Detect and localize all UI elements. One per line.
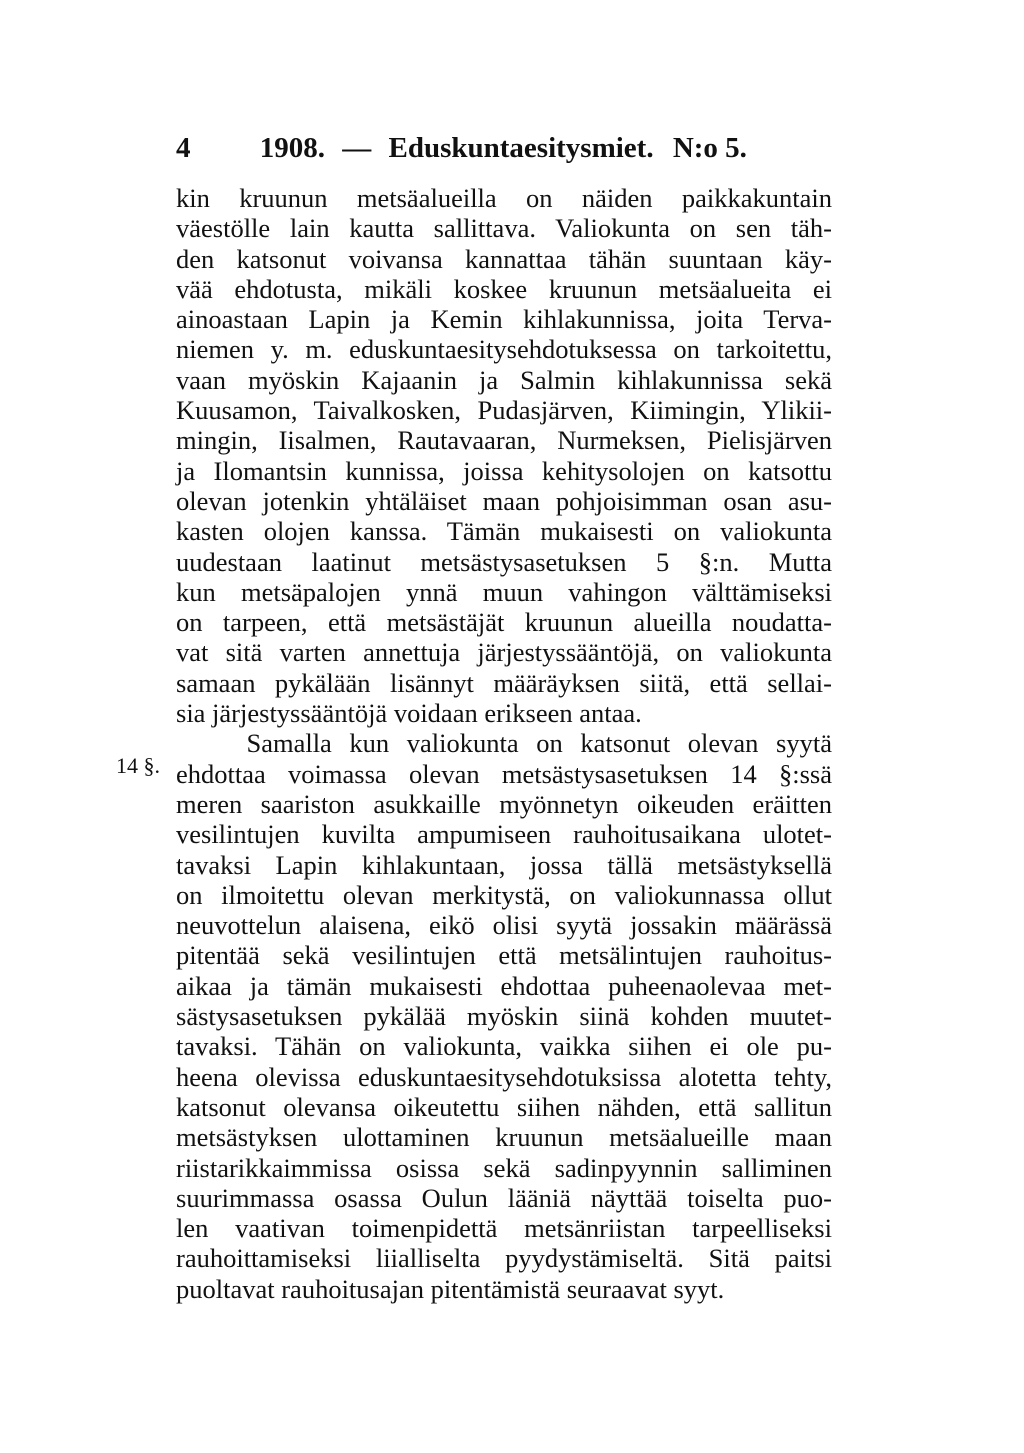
- text-line: vesilintujen kuvilta ampumiseen rauhoitusaikana ulotet-: [176, 819, 832, 850]
- text-line: riistarikkaimmissa osissa sekä sadinpyynnin salliminen: [176, 1152, 832, 1183]
- text-line: on ilmoitettu olevan merkitystä, on valiokunnassa ollut: [176, 879, 832, 910]
- text-line: uudestaan laatinut metsästysasetuksen 5 §:n. Mutta: [176, 546, 832, 577]
- text-line: olevan jotenkin yhtäläiset maan pohjoisimman osan asu-: [176, 485, 832, 516]
- text-line: on tarpeen, että metsästäjät kruunun alueilla noudatta-: [176, 607, 832, 638]
- text-line: den katsonut voivansa kannattaa tähän suuntaan käy-: [176, 243, 832, 274]
- text-line: niemen y. m. eduskuntaesitysehdotuksessa on tarkoitettu,: [176, 334, 832, 365]
- text-line: mingin, Iisalmen, Rautavaaran, Nurmeksen, Pielisjärven: [176, 425, 832, 456]
- text-line: kin kruunun metsäalueilla on näiden paikkakuntain: [176, 183, 832, 213]
- text-line: samaan pykälään lisännyt määräyksen siitä, että sellai-: [176, 667, 832, 698]
- text-line: suurimmassa osassa Oulun lääniä näyttää toiselta puo-: [176, 1182, 832, 1213]
- text-line: katsonut olevansa oikeutettu siihen nähden, että sallitun: [176, 1091, 832, 1122]
- text-line: väestölle lain kautta sallittava. Valiokunta on sen täh-: [176, 213, 832, 244]
- text-line: puoltavat rauhoitusajan pitentämistä seuraavat syyt.: [176, 1273, 725, 1304]
- header-dash: —: [342, 132, 372, 164]
- text-line: aikaa ja tämän mukaisesti ehdottaa puheenaolevaa met-: [176, 970, 832, 1001]
- page-header: [176, 124, 856, 172]
- text-line: sia järjestyssääntöjä voidaan erikseen antaa.: [176, 698, 642, 729]
- text-line: Kuusamon, Taivalkosken, Pudasjärven, Kiimingin, Ylikii-: [176, 395, 832, 426]
- header-issue-number: N:o 5.: [672, 132, 747, 164]
- text-line: Samalla kun valiokunta on katsonut olevan syytä: [176, 728, 832, 759]
- body-text: [176, 183, 832, 1304]
- text-line: kasten olojen kanssa. Tämän mukaisesti on valiokunta: [176, 516, 832, 547]
- text-line: vat sitä varten annettuja järjestyssääntöjä, on valiokunta: [176, 637, 832, 668]
- text-line: meren saariston asukkaille myönnetyn oikeuden eräitten: [176, 788, 832, 819]
- header-title: Eduskuntaesitysmiet.: [388, 132, 654, 164]
- text-line: heena olevissa eduskuntaesitysehdotuksissa alotetta tehty,: [176, 1061, 832, 1092]
- section-margin-note: 14 §.: [116, 753, 160, 778]
- text-line: len vaativan toimenpidettä metsänriistan tarpeelliseksi: [176, 1213, 832, 1244]
- text-line: vää ehdotusta, mikäli koskee kruunun metsäalueita ei: [176, 273, 832, 304]
- text-line: vaan myöskin Kajaanin ja Salmin kihlakunnissa sekä: [176, 364, 832, 395]
- text-line: ja Ilomantsin kunnissa, joissa kehitysolojen on katsottu: [176, 455, 832, 486]
- text-line: ehdottaa voimassa olevan metsästysasetuksen 14 §:ssä: [176, 758, 832, 789]
- text-line: tavaksi Lapin kihlakuntaan, jossa tällä metsästyksellä: [176, 849, 832, 880]
- text-line: neuvottelun alaisena, eikö olisi syytä jossakin määrässä: [176, 910, 832, 941]
- text-line: tavaksi. Tähän on valiokunta, vaikka siihen ei ole pu-: [176, 1031, 832, 1062]
- header-year: 1908.: [259, 132, 325, 164]
- text-line: kun metsäpalojen ynnä muun vahingon välttämiseksi: [176, 576, 832, 607]
- page-number: 4: [176, 132, 191, 164]
- text-line: metsästyksen ulottaminen kruunun metsäalueille maan: [176, 1122, 832, 1153]
- text-line: rauhoittamiseksi liialliselta pyydystämiseltä. Sitä paitsi: [176, 1243, 832, 1274]
- text-line: pitentää sekä vesilintujen että metsälintujen rauhoitus-: [176, 940, 832, 971]
- text-line: ainoastaan Lapin ja Kemin kihlakunnissa, joita Terva-: [176, 304, 832, 335]
- text-line: sästysasetuksen pykälää myöskin siinä kohden muutet-: [176, 1001, 832, 1032]
